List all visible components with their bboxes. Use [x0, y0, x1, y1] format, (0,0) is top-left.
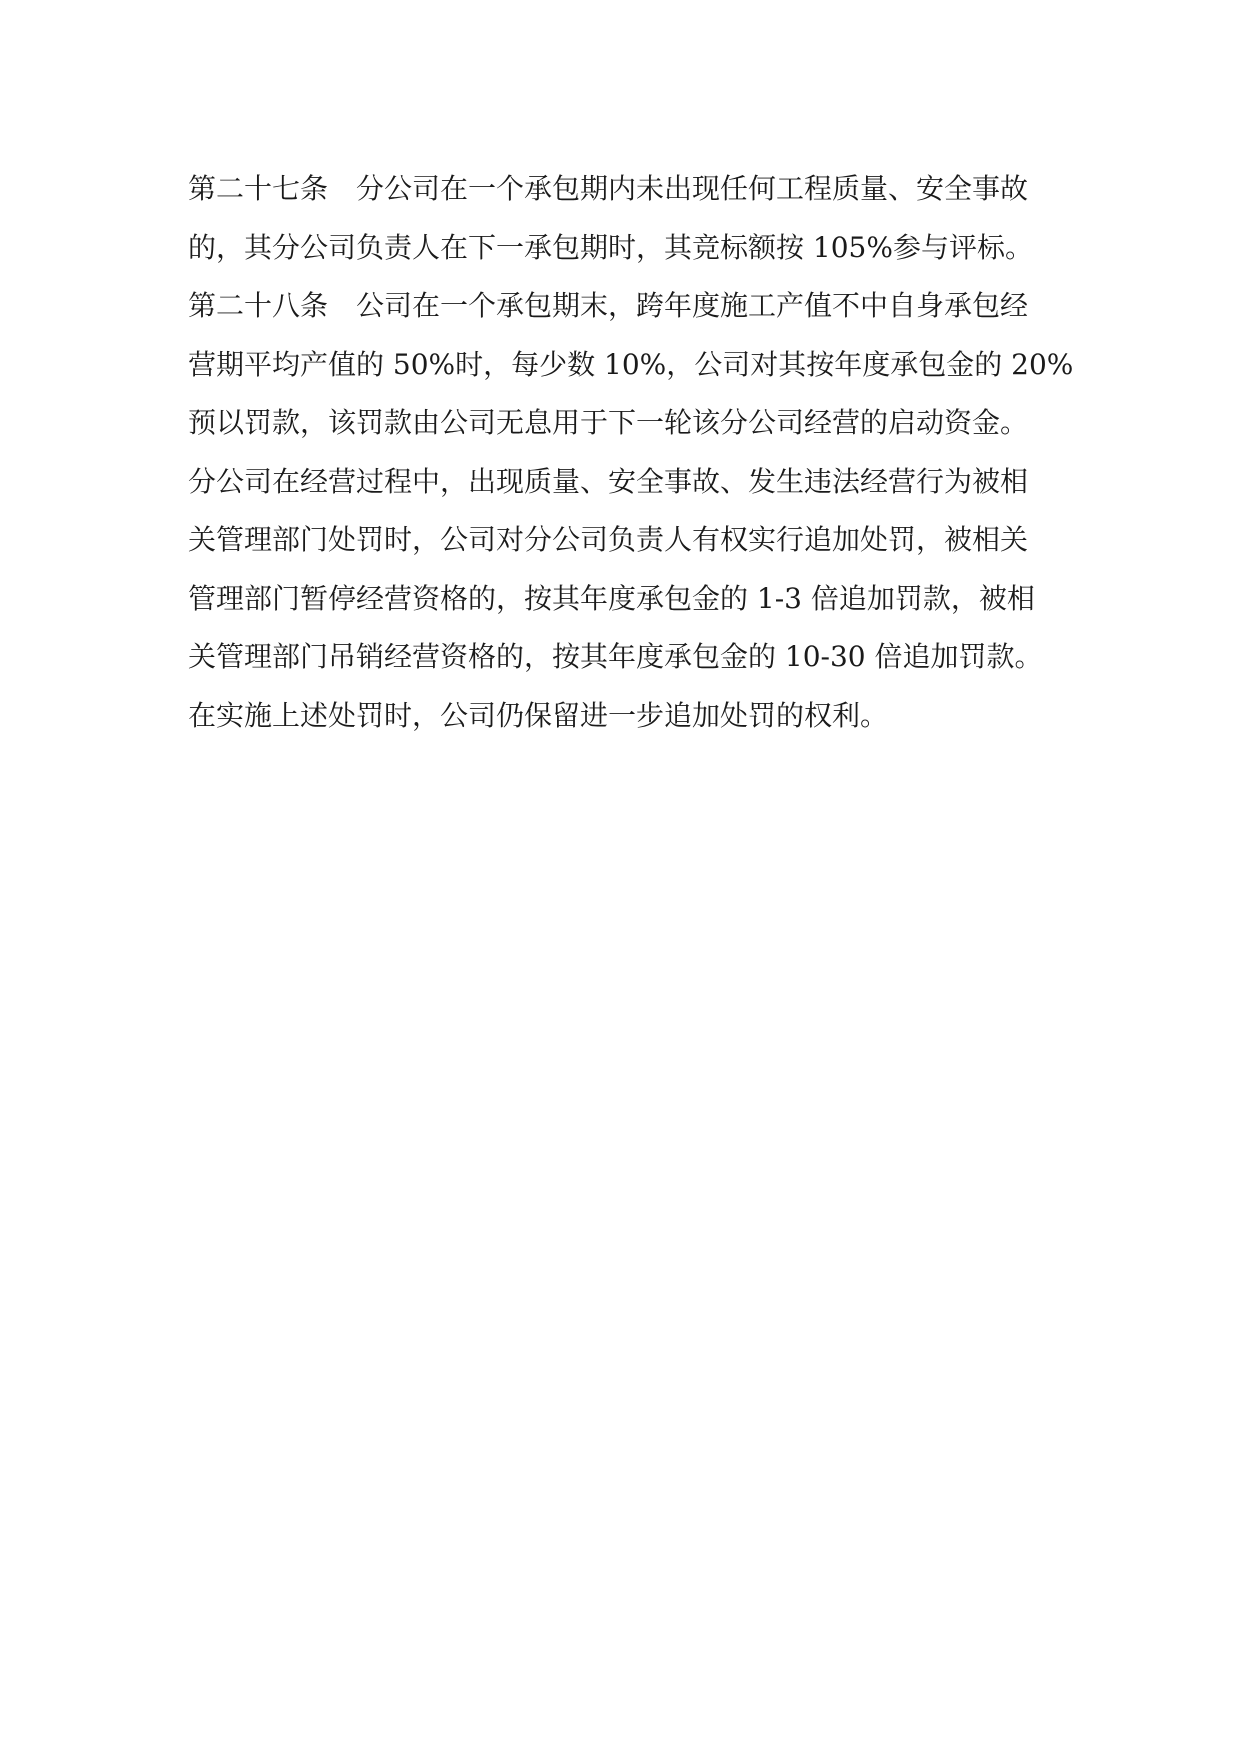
- body-text: [188, 160, 1074, 745]
- text-line: 在实施上述处罚时，公司仍保留进一步追加处罚的权利。: [188, 698, 889, 732]
- text-line: 的，其分公司负责人在下一承包期时，其竞标额按 105%参与评标。: [188, 230, 1033, 264]
- text-line: 营期平均产值的 50%时，每少数 10%，公司对其按年度承包金的 20%: [188, 347, 1074, 381]
- text-line: 管理部门暂停经营资格的，按其年度承包金的 1-3 倍追加罚款，被相: [188, 581, 1035, 615]
- text-line: 分公司在经营过程中，出现质量、安全事故、发生违法经营行为被相: [188, 464, 1029, 498]
- text-line: 第二十八条 公司在一个承包期末，跨年度施工产值不中自身承包经: [188, 289, 1029, 322]
- text-line: 关管理部门吊销经营资格的，按其年度承包金的 10-30 倍追加罚款。: [188, 640, 1043, 673]
- text-line: 预以罚款，该罚款由公司无息用于下一轮该分公司经营的启动资金。: [188, 406, 1029, 439]
- text-line: 关管理部门处罚时，公司对分公司负责人有权实行追加处罚，被相关: [188, 523, 1029, 556]
- text-line: 第二十七条 分公司在一个承包期内未出现任何工程质量、安全事故: [188, 172, 1029, 205]
